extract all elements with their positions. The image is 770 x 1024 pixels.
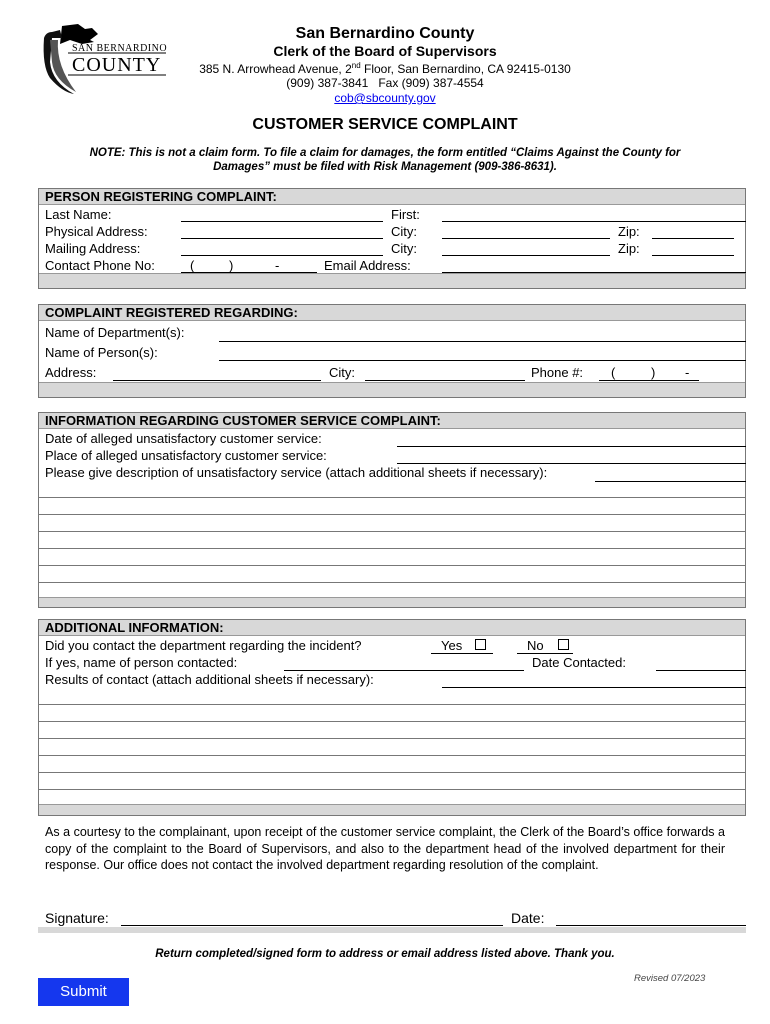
note-line2: Damages” must be filed with Risk Management (909-386-8631). bbox=[213, 161, 557, 173]
description-line[interactable] bbox=[39, 582, 745, 583]
logo-line1: SAN BERNARDINO bbox=[72, 43, 168, 54]
additional-section-title: ADDITIONAL INFORMATION: bbox=[39, 620, 745, 636]
person-contacted-field[interactable] bbox=[284, 670, 524, 671]
yes-underline bbox=[431, 653, 493, 654]
info-section-title: INFORMATION REGARDING CUSTOMER SERVICE COMPLAINT: bbox=[39, 413, 745, 429]
description-label: Please give description of unsatisfactory service (attach additional sheets if necessary): bbox=[45, 465, 548, 480]
regarding-section bbox=[38, 304, 746, 398]
submit-button[interactable]: Submit bbox=[38, 978, 129, 1006]
physical-address-field[interactable] bbox=[181, 238, 383, 239]
place-service-label: Place of alleged unsatisfactory customer service: bbox=[45, 448, 327, 463]
info-section bbox=[38, 412, 746, 608]
office-phone: (909) 387-3841 Fax (909) 387-4554 bbox=[286, 76, 484, 90]
first-name-field[interactable] bbox=[442, 221, 746, 222]
regarding-phone-close: ) bbox=[651, 365, 656, 380]
description-field-start[interactable] bbox=[595, 481, 746, 482]
additional-section bbox=[38, 619, 746, 816]
description-line[interactable] bbox=[39, 548, 745, 549]
date-contacted-label: Date Contacted: bbox=[532, 655, 626, 670]
no-checkbox[interactable] bbox=[558, 639, 569, 650]
regarding-city-label: City: bbox=[329, 365, 355, 380]
signature-label: Signature: bbox=[45, 910, 109, 926]
regarding-phone-open: ( bbox=[611, 365, 616, 380]
city1-field[interactable] bbox=[442, 238, 610, 239]
regarding-address-field[interactable] bbox=[113, 380, 321, 381]
return-instructions: Return completed/signed form to address or email address listed above. Thank you. bbox=[155, 948, 615, 960]
note-line1: NOTE: This is not a claim form. To file a claim for damages, the form entitled “Claims Against the County for bbox=[89, 147, 681, 159]
description-line[interactable] bbox=[39, 497, 745, 498]
signature-shade bbox=[38, 927, 746, 933]
person-contacted-label: If yes, name of person contacted: bbox=[45, 655, 238, 670]
contact-phone-label: Contact Phone No: bbox=[45, 258, 155, 273]
zip2-label: Zip: bbox=[618, 241, 640, 256]
person-section-title: PERSON REGISTERING COMPLAINT: bbox=[39, 189, 745, 205]
contact-phone-dash: - bbox=[275, 258, 280, 273]
revised-date: Revised 07/2023 bbox=[634, 973, 706, 984]
no-underline bbox=[517, 653, 573, 654]
results-line[interactable] bbox=[39, 755, 745, 756]
persons-field[interactable] bbox=[219, 360, 746, 361]
city1-label: City: bbox=[391, 224, 417, 239]
description-line[interactable] bbox=[39, 514, 745, 515]
results-field-start[interactable] bbox=[442, 687, 746, 688]
regarding-phone-dash: - bbox=[685, 365, 690, 380]
department-field[interactable] bbox=[219, 341, 746, 342]
date-label: Date: bbox=[511, 910, 545, 926]
courtesy-paragraph: As a courtesy to the complainant, upon receipt of the customer service complaint, the Clerk of the Board’s office forwards a copy of the complaint to the Board of Supervisors, and also to the department head of the involved department for their response. Our office does not contact the involved department regarding resolution of the complaint. bbox=[45, 825, 725, 872]
mailing-address-field[interactable] bbox=[181, 255, 383, 256]
no-label: No bbox=[527, 638, 544, 653]
zip1-field[interactable] bbox=[652, 238, 734, 239]
email-address-label: Email Address: bbox=[324, 258, 411, 273]
yes-checkbox[interactable] bbox=[475, 639, 486, 650]
description-line[interactable] bbox=[39, 565, 745, 566]
persons-label: Name of Person(s): bbox=[45, 345, 158, 360]
office-name: Clerk of the Board of Supervisors bbox=[273, 43, 497, 59]
contact-phone-open: ( bbox=[190, 258, 195, 273]
date-field[interactable] bbox=[556, 925, 746, 926]
results-line[interactable] bbox=[39, 738, 745, 739]
regarding-phone-label: Phone #: bbox=[531, 365, 584, 380]
results-line[interactable] bbox=[39, 704, 745, 705]
regarding-section-title: COMPLAINT REGISTERED REGARDING: bbox=[39, 305, 745, 321]
date-service-field[interactable] bbox=[397, 446, 746, 447]
mailing-address-label: Mailing Address: bbox=[45, 241, 141, 256]
contacted-label: Did you contact the department regarding the incident? bbox=[45, 638, 362, 653]
person-section bbox=[38, 188, 746, 289]
results-line[interactable] bbox=[39, 721, 745, 722]
last-name-label: Last Name: bbox=[45, 207, 112, 222]
description-line[interactable] bbox=[39, 531, 745, 532]
city2-label: City: bbox=[391, 241, 417, 256]
form-title: CUSTOMER SERVICE COMPLAINT bbox=[252, 116, 518, 133]
zip1-label: Zip: bbox=[618, 224, 640, 239]
city2-field[interactable] bbox=[442, 255, 610, 256]
yes-label: Yes bbox=[441, 638, 463, 653]
results-line[interactable] bbox=[39, 772, 745, 773]
results-label: Results of contact (attach additional sheets if necessary): bbox=[45, 672, 374, 687]
date-contacted-field[interactable] bbox=[656, 670, 746, 671]
first-name-label: First: bbox=[391, 207, 420, 222]
county-logo bbox=[40, 22, 170, 98]
date-service-label: Date of alleged unsatisfactory customer service: bbox=[45, 431, 322, 446]
office-address: 385 N. Arrowhead Avenue, 2nd Floor, San Bernardino, CA 92415-0130 bbox=[199, 61, 571, 76]
logo-line2: COUNTY bbox=[72, 54, 162, 76]
last-name-field[interactable] bbox=[181, 221, 383, 222]
contact-phone-close: ) bbox=[229, 258, 234, 273]
regarding-phone-field[interactable] bbox=[599, 380, 699, 381]
department-label: Name of Department(s): bbox=[45, 325, 185, 340]
signature-field[interactable] bbox=[121, 925, 503, 926]
county-name: San Bernardino County bbox=[295, 25, 475, 42]
zip2-field[interactable] bbox=[652, 255, 734, 256]
regarding-address-label: Address: bbox=[45, 365, 97, 380]
place-service-field[interactable] bbox=[397, 463, 746, 464]
physical-address-label: Physical Address: bbox=[45, 224, 148, 239]
regarding-city-field[interactable] bbox=[365, 380, 525, 381]
results-line[interactable] bbox=[39, 789, 745, 790]
office-email-link[interactable]: cob@sbcounty.gov bbox=[334, 91, 436, 105]
